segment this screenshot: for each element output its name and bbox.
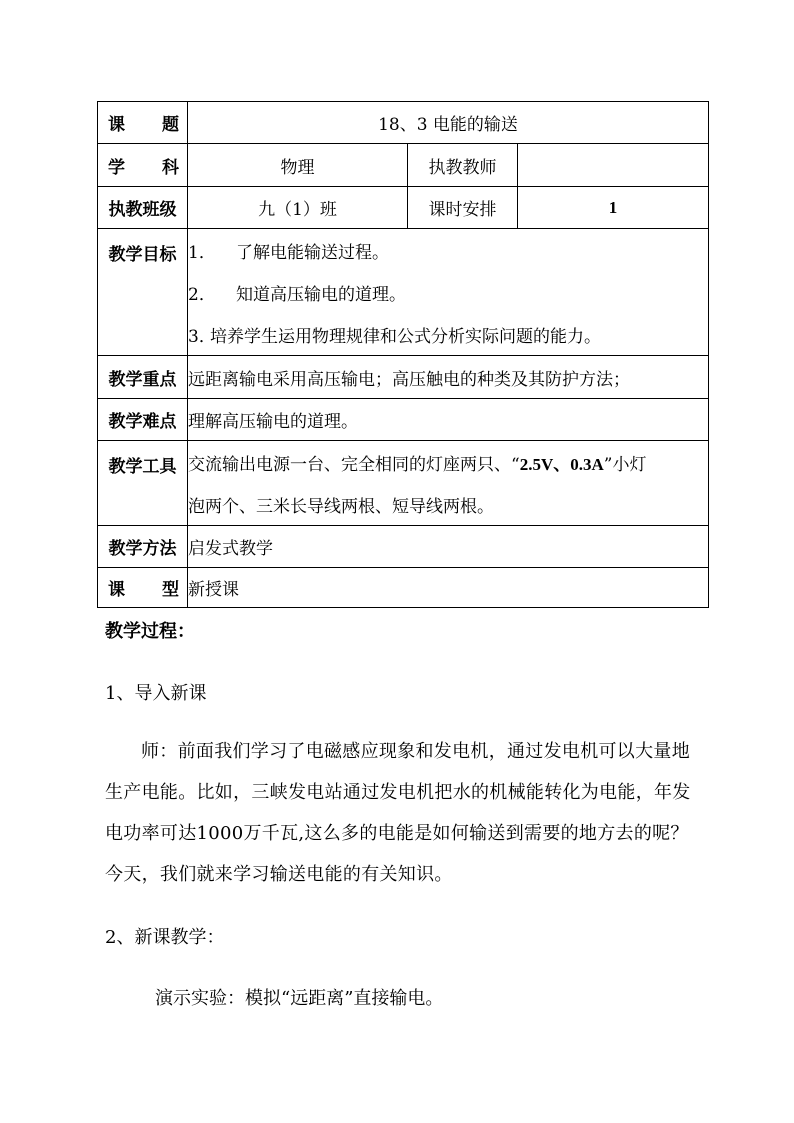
row-method	[98, 526, 709, 568]
step1-paragraph: 师：前面我们学习了电磁感应现象和发电机，通过发电机可以大量地生产电能。比如，三峡发电站通过发电机把水的机械能转化为电能，年发电功率可达1000万千瓦,这么多的电能是如何输送到需要的地方去的呢？今天，我们就来学习输送电能的有关知识。	[105, 741, 691, 885]
row-tools	[98, 441, 709, 526]
tools-line-1	[188, 441, 708, 483]
subject-value: 物理	[188, 144, 408, 187]
row-keypoint	[98, 356, 709, 399]
lesson-plan-table	[97, 101, 709, 608]
subject-label-char-2: 科	[162, 157, 179, 178]
row-type	[98, 568, 709, 608]
bulb-spec: 2.5V、0.3A	[519, 454, 604, 474]
topic-value: 18、3 电能的输送	[188, 102, 709, 144]
row-difficulty	[98, 399, 709, 441]
tools-line-2: 泡两个、三米长导线两根、短导线两根。	[188, 496, 494, 517]
subject-label	[98, 144, 188, 187]
topic-label-char-2: 题	[162, 115, 179, 135]
row-subject	[98, 144, 709, 187]
goals-label: 教学目标	[98, 229, 188, 356]
teacher-value	[518, 144, 709, 187]
tools-label: 教学工具	[98, 441, 188, 526]
goal-number: 2．	[188, 284, 216, 305]
hours-label: 课时安排	[408, 187, 518, 229]
type-label-char-2: 型	[162, 580, 179, 600]
hours-value: 1	[518, 187, 709, 229]
goal-item	[188, 271, 708, 313]
tools-value	[188, 441, 709, 526]
class-value: 九（1）班	[188, 187, 408, 229]
method-label: 教学方法	[98, 526, 188, 568]
goal-item	[188, 229, 708, 271]
topic-label	[98, 102, 188, 144]
goal-text: 培养学生运用物理规律和公式分析实际问题的能力。	[210, 326, 601, 347]
tools-text: ”小灯	[603, 454, 647, 475]
method-value: 启发式教学	[188, 526, 709, 568]
row-topic	[98, 102, 709, 144]
row-goals	[98, 229, 709, 356]
class-label: 执教班级	[98, 187, 188, 229]
step1-title: 1、导入新课	[105, 683, 207, 704]
topic-label-char-1: 课	[108, 115, 125, 135]
goal-number: 1．	[188, 242, 216, 263]
goal-text: 知道高压输电的道理。	[236, 284, 406, 305]
goals-list	[188, 229, 709, 356]
subject-label-char-1: 学	[108, 157, 125, 178]
difficulty-label: 教学难点	[98, 399, 188, 441]
goal-text: 了解电能输送过程。	[236, 242, 389, 263]
tools-text: 交流输出电源一台、完全相同的灯座两只、“	[188, 454, 520, 475]
difficulty-value: 理解高压输电的道理。	[188, 399, 709, 441]
keypoint-label: 教学重点	[98, 356, 188, 399]
type-label-char-1: 课	[108, 580, 125, 600]
type-value: 新授课	[188, 568, 709, 608]
keypoint-value: 远距离输电采用高压输电；高压触电的种类及其防护方法；	[188, 356, 709, 399]
step2-demo: 演示实验：模拟“远距离”直接输电。	[155, 988, 444, 1009]
type-label	[98, 568, 188, 608]
row-class	[98, 187, 709, 229]
goal-item	[188, 313, 708, 355]
goal-number: 3．	[188, 326, 216, 347]
process-heading: 教学过程：	[105, 621, 195, 642]
teacher-label: 执教教师	[408, 144, 518, 187]
step2-title: 2、新课教学：	[105, 927, 225, 948]
